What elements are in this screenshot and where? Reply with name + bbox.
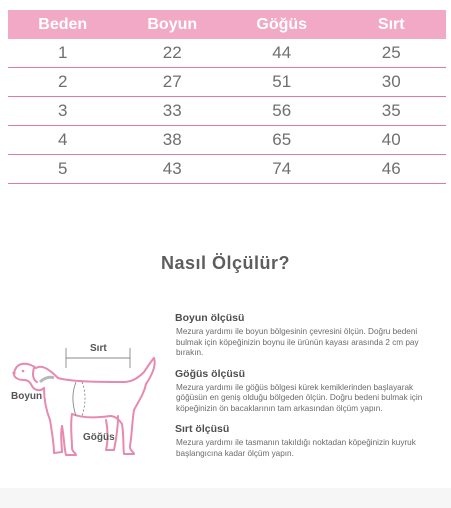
header-neck: Boyun <box>147 15 198 33</box>
size-cell: 5 <box>58 159 68 178</box>
chest-cell: 74 <box>272 159 292 178</box>
back-cell: 46 <box>381 159 401 178</box>
back-cell: 35 <box>381 101 401 120</box>
back-cell: 30 <box>381 72 401 91</box>
size-cell: 4 <box>58 130 68 149</box>
neck-cell: 43 <box>162 159 182 178</box>
neck-cell: 38 <box>162 130 182 149</box>
chest-cell: 44 <box>272 43 292 62</box>
neck-text: Mezura yardımı ile boyun bölgesinin çevresini ölçün. Doğru bedeni bulmak için köpeğinizin boynu ile ürünün kayası arasında 2 cm pay bırakın. <box>176 327 419 357</box>
chest-label: Göğüs <box>83 432 115 443</box>
footer-band <box>0 488 451 508</box>
size-cell: 3 <box>58 101 68 120</box>
size-cell: 2 <box>58 72 68 91</box>
measurement-instructions <box>175 312 443 468</box>
chest-cell: 56 <box>272 101 292 120</box>
back-text: Mezura yardımı ile tasmanın takıldığı noktadan köpeğinizin kuyruk başlangıcına kadar ölçüm yapın. <box>176 438 416 458</box>
chest-heading: Göğüs ölçüsü <box>175 367 246 380</box>
table-header-row <box>8 10 446 39</box>
chest-text: Mezura yardımı ile göğüs bölgesi kürek kemiklerinden başlayarak göğüsün en geniş olduğu bölgeden ölçün. Doğru bedeni bulmak için köpeğinizin ön bacaklarının tam arkasından ölçüm yapın. <box>176 382 423 413</box>
header-back: Sırt <box>377 15 405 33</box>
back-label: Sırt <box>90 343 107 354</box>
back-section <box>175 423 443 459</box>
neck-heading: Boyun ölçüsü <box>175 312 245 324</box>
table-row <box>8 155 446 184</box>
table-row <box>8 97 446 126</box>
dog-measure-illustration <box>6 332 166 472</box>
size-table <box>8 10 446 184</box>
back-cell: 40 <box>381 130 401 149</box>
size-cell: 1 <box>58 43 68 62</box>
neck-cell: 27 <box>162 72 182 91</box>
header-size: Beden <box>38 15 88 33</box>
table-row <box>8 126 446 155</box>
chest-cell: 51 <box>272 72 292 91</box>
guide-title: Nasıl Ölçülür? <box>160 253 291 273</box>
back-heading: Sırt ölçüsü <box>175 423 230 435</box>
neck-section <box>175 312 443 359</box>
table-row <box>8 39 446 68</box>
back-cell: 25 <box>381 43 401 62</box>
chest-section <box>175 368 443 415</box>
neck-cell: 33 <box>162 101 182 120</box>
header-chest: Göğüs <box>256 15 308 33</box>
neck-label: Boyun <box>11 391 43 402</box>
chest-cell: 65 <box>272 130 292 149</box>
neck-cell: 22 <box>162 43 182 62</box>
table-row <box>8 68 446 97</box>
